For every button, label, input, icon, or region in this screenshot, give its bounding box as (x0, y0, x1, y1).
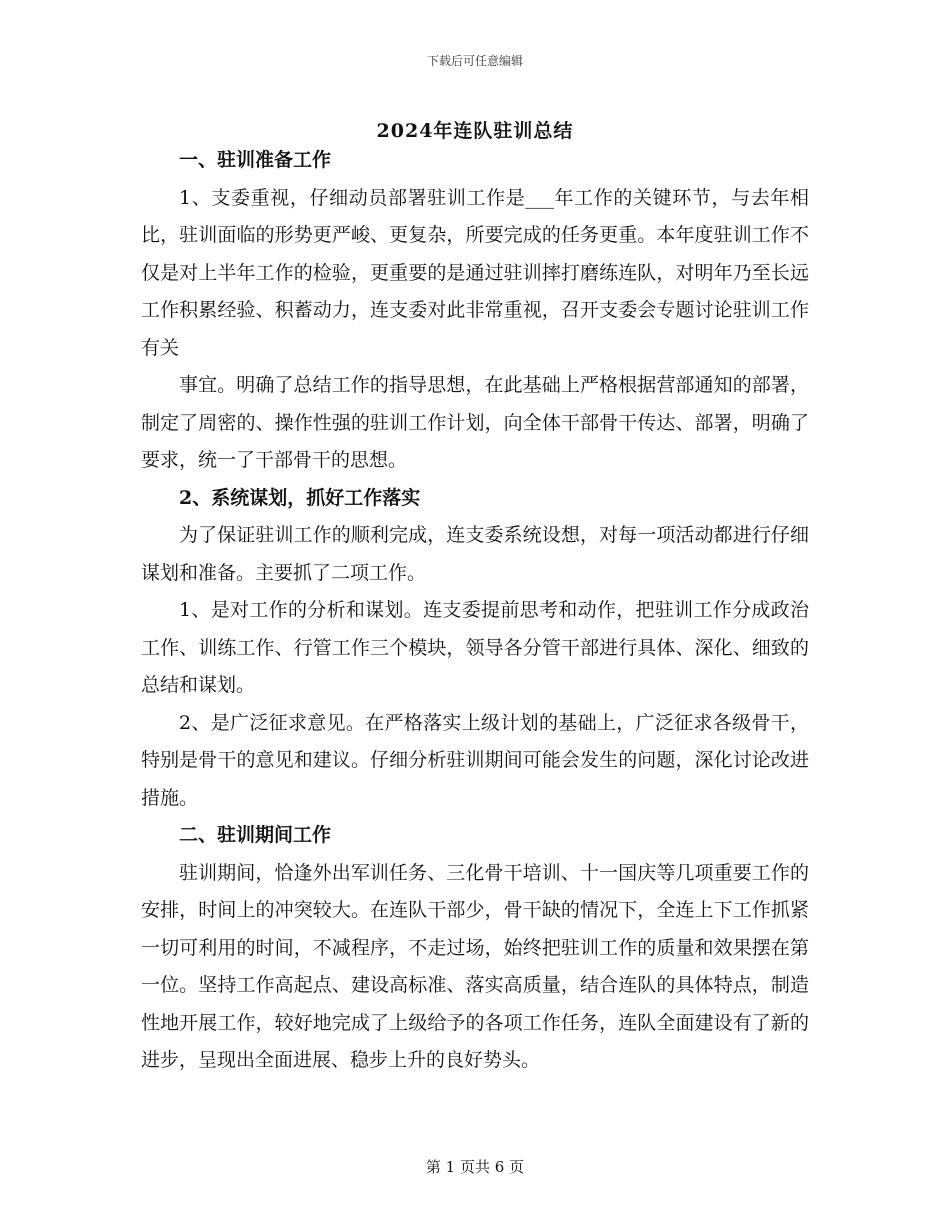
paragraph-5: 2、是广泛征求意见。在严格落实上级计划的基础上，广泛征求各级骨干，特别是骨干的意见和建议。仔细分析驻训期间可能会发生的问题，深化讨论改进措施。 (141, 711, 809, 809)
paragraph-6: 驻训期间，恰逢外出军训任务、三化骨干培训、十一国庆等几项重要工作的安排，时间上的冲突较大。在连队干部少，骨干缺的情况下，全连上下工作抓紧一切可利用的时间，不减程序，不走过场，始终把驻训工作的质量和效果摆在第一位。坚持工作高起点、建设高标准、落实高质量，结合连队的具体特点，制造性地开展工作，较好地完成了上级给予的各项工作任务，连队全面建设有了新的进步，呈现出全面进展、稳步上升的良好势头。 (141, 861, 809, 1071)
section-heading-1: 一、驻训准备工作 (179, 149, 332, 171)
paragraph-4: 1、是对工作的分析和谋划。连支委提前思考和动作，把驻训工作分成政治工作、训练工作、行管工作三个模块，领导各分管干部进行具体、深化、细致的总结和谋划。 (141, 599, 809, 696)
document-body (141, 142, 809, 1080)
paragraph-2: 事宜。明确了总结工作的指导思想，在此基础上严格根据营部通知的部署，制定了周密的、操作性强的驻训工作计划，向全体干部骨干传达、部署，明确了要求，统一了干部骨干的思想。 (141, 374, 809, 471)
section-heading-2: 二、驻训期间工作 (179, 824, 332, 846)
subsection-heading-2: 2、系统谋划，抓好工作落实 (179, 486, 421, 509)
page-header: 下载后可任意编辑 (426, 54, 523, 68)
page-footer: 第 1 页共 6 页 (425, 1158, 525, 1176)
paragraph-3: 为了保证驻训工作的顺利完成，连支委系统设想，对每一项活动都进行仔细谋划和准备。主要抓了二项工作。 (141, 524, 809, 584)
document-title: 2024年连队驻训总结 (376, 120, 574, 142)
paragraph-1: 1、支委重视，仔细动员部署驻训工作是___年工作的关键环节，与去年相比，驻训面临的形势更严峻、更复杂，所要完成的任务更重。本年度驻训工作不仅是对上半年工作的检验，更重要的是通过驻训摔打磨练连队，对明年乃至长远工作积累经验、积蓄动力，连支委对此非常重视，召开支委会专题讨论驻训工作有关 (141, 186, 809, 359)
